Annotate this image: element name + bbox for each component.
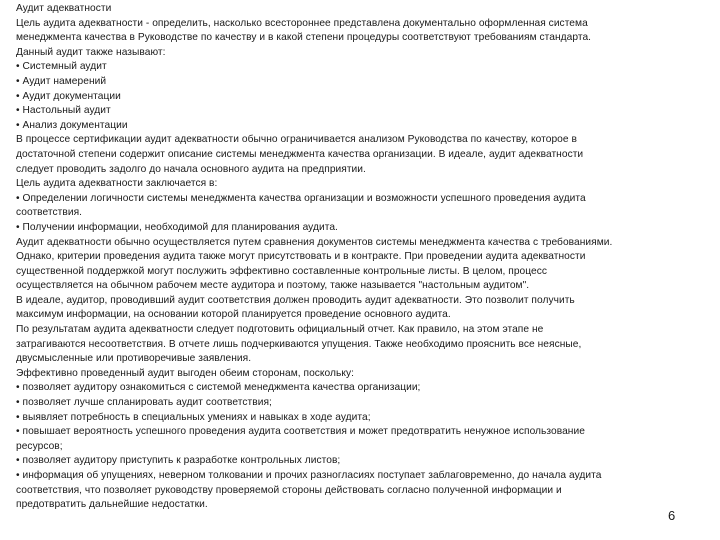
text-line: Однако, критерии проведения аудита также могут присутствовать и в контракте. При проведении аудита адекватности — [16, 251, 586, 263]
text-line: затрагиваются несоответствия. В отчете лишь подчеркиваются упущения. Также необходимо прояснить все неясные, — [16, 338, 582, 350]
text-line: В идеале, аудитор, проводивший аудит соответствия должен проводить аудит адекватности. Это позволит получить — [16, 294, 575, 306]
bullet-line: • Анализ документации — [16, 119, 128, 131]
bullet-line: • позволяет аудитору приступить к разработке контрольных листов; — [16, 455, 341, 467]
page-number: 6 — [668, 508, 676, 523]
bullet-line: • позволяет лучше спланировать аудит соответствия; — [16, 397, 272, 409]
text-line: По результатам аудита адекватности следует подготовить официальный отчет. Как правило, на этом этапе не — [16, 324, 544, 336]
text-line: следует проводить задолго до начала основного аудита на предприятии. — [16, 163, 366, 175]
bullet-line: • Аудит намерений — [16, 75, 107, 87]
text-line: Данный аудит также называют: — [16, 46, 166, 58]
text-line: достаточной степени содержит описание системы менеджмента качества организации. В идеале, аудит адекватности — [16, 148, 584, 160]
text-line: В процессе сертификации аудит адекватности обычно ограничивается анализом Руководства по качеству, которое в — [16, 134, 577, 146]
bullet-line: • Определении логичности системы менеджмента качества организации и возможности успешного проведения аудита — [16, 192, 586, 204]
bullet-line: • Системный аудит — [16, 61, 107, 73]
bullet-line: • Настольный аудит — [16, 105, 111, 117]
text-line: максимум информации, на основании которой планируется проведение основного аудита. — [16, 309, 451, 321]
heading-line: Аудит адекватности — [16, 3, 112, 14]
text-line: соответствия. — [16, 207, 83, 219]
text-line: осуществляется на обычном рабочем месте аудитора и поэтому, также называется "настольным аудитом". — [16, 280, 530, 292]
bullet-line: • повышает вероятность успешного проведения аудита соответствия и может предотвратить ненужное использование — [16, 426, 585, 438]
text-line: Аудит адекватности обычно осуществляется путем сравнения документов системы менеджмента качества с требованиями. — [16, 236, 613, 248]
text-line: соответствия, что позволяет руководству проверяемой стороны действовать согласно полученной информации и — [16, 484, 562, 496]
text-line: предотвратить дальнейшие недостатки. — [16, 499, 208, 511]
text-line: ресурсов; — [16, 440, 63, 452]
text-line: Эффективно проведенный аудит выгоден обеим сторонам, поскольку: — [16, 367, 355, 379]
text-line: менеджмента качества в Руководстве по качеству и в какой степени процедуры соответствуют требованиям стандарта. — [16, 32, 592, 44]
document-text — [16, 2, 714, 513]
bullet-line: • Аудит документации — [16, 90, 121, 102]
text-line: Цель аудита адекватности заключается в: — [16, 178, 218, 190]
bullet-line: • позволяет аудитору ознакомиться с системой менеджмента качества организации; — [16, 382, 421, 394]
bullet-line: • выявляет потребность в специальных умениях и навыках в ходе аудита; — [16, 411, 371, 423]
text-line: Цель аудита адекватности - определить, насколько всестороннее представлена документально оформленная система — [16, 17, 588, 29]
bullet-line: • Получении информации, необходимой для планирования аудита. — [16, 221, 338, 233]
text-line: двусмысленные или противоречивые заявления. — [16, 353, 252, 365]
text-line: существенной поддержкой могут послужить эффективно составленные контрольные листы. В целом, процесс — [16, 265, 548, 277]
bullet-line: • информация об упущениях, неверном толковании и прочих разногласиях поступает заблаговременно, до начала аудита — [16, 470, 602, 481]
